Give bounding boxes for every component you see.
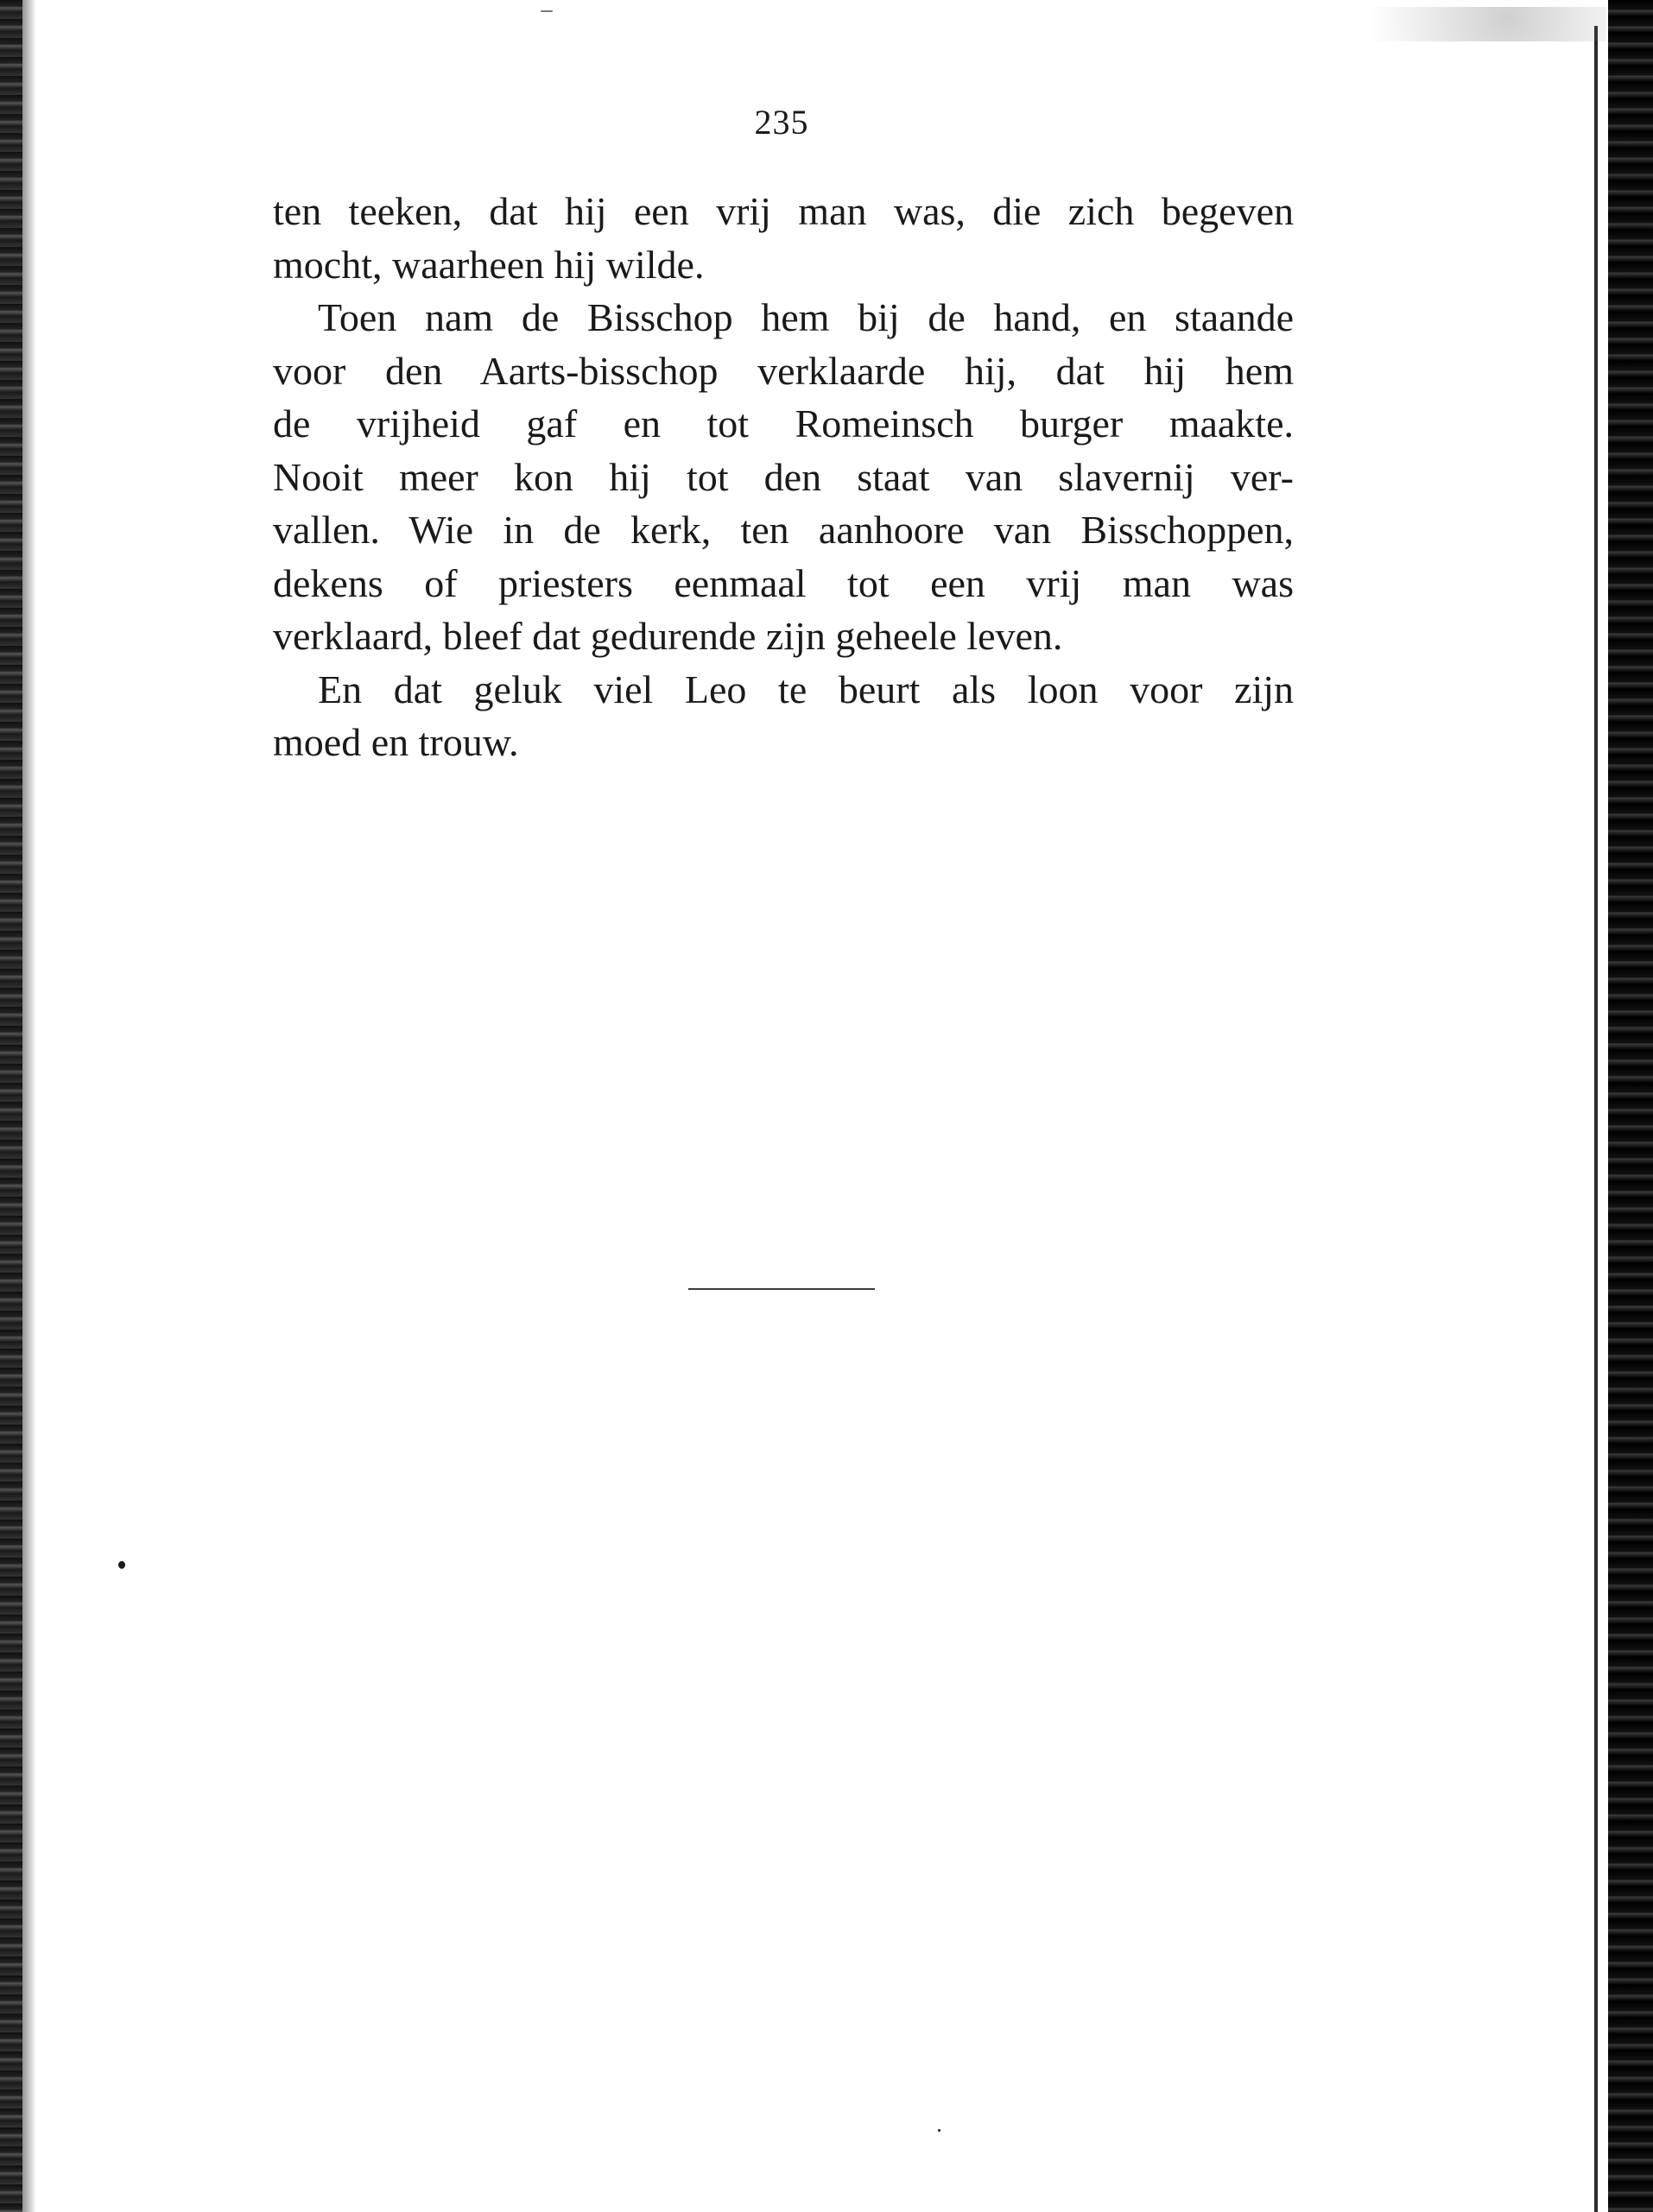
text-line: ten teeken, dat hij een vrij man was, die zich begeven: [273, 189, 1294, 233]
scan-noise: [1278, 7, 1606, 41]
right-binding-edge: [1608, 0, 1653, 2212]
text-line: verklaard, bleef dat gedurende zijn geheele leven.: [273, 614, 1063, 658]
paragraph-1: [273, 185, 1294, 291]
text-line: mocht, waarheen hij wilde.: [273, 242, 705, 287]
left-binding-edge: [0, 0, 22, 2212]
text-line: dekens of priesters eenmaal tot een vrij man was: [273, 560, 1294, 605]
text-line: voor den Aarts-bisschop verklaarde hij, dat hij hem: [273, 348, 1294, 393]
text-line: Toen nam de Bisschop hem bij de hand, en staande: [318, 295, 1294, 339]
left-edge-shadow: [22, 0, 36, 2212]
text-line: En dat geluk viel Leo te beurt als loon voor zijn: [318, 667, 1294, 711]
text-line: moed en trouw.: [273, 720, 519, 764]
paragraph-2: [273, 291, 1294, 663]
text-line: vallen. Wie in de kerk, ten aanhoore van Bisschoppen,: [273, 508, 1294, 552]
ink-speck: [118, 1561, 125, 1569]
body-text: [273, 185, 1294, 769]
page-number: 235: [754, 103, 809, 142]
paragraph-3: [273, 663, 1294, 769]
ink-speck: [938, 2129, 940, 2132]
text-line: de vrijheid gaf en tot Romeinsch burger maakte.: [273, 401, 1294, 446]
section-end-rule: [688, 1288, 875, 1290]
ink-speck: [541, 10, 553, 12]
right-edge-line: [1594, 26, 1598, 2212]
text-line: Nooit meer kon hij tot den staat van slavernij ver-: [273, 454, 1294, 499]
